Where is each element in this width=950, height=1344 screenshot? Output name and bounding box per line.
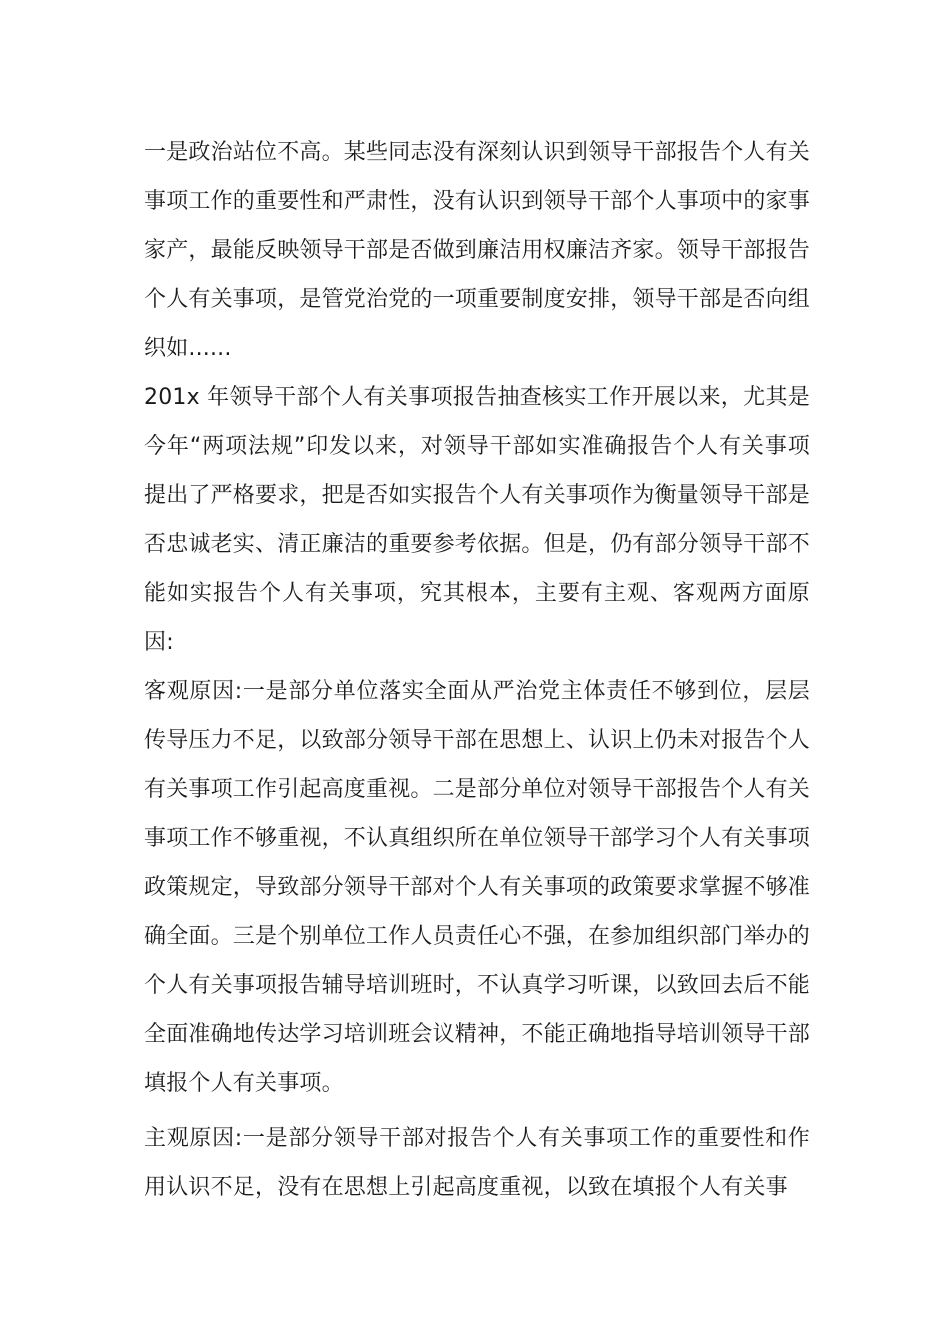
- paragraph-objective-reasons: 客观原因:一是部分单位落实全面从严治党主体责任不够到位，层层传导压力不足，以致部分领导干部在思想上、认识上仍未对报告个人有关事项工作引起高度重视。二是部分单位对领导干部报告个人有关事项工作不够重视，不认真组织所在单位领导干部学习个人有关事项政策规定，导致部分领导干部对个人有关事项的政策要求掌握不够准确全面。三是个别单位工作人员责任心不强，在参加组织部门举办的个人有关事项报告辅导培训班时，不认真学习听课，以致回去后不能全面准确地传达学习培训班会议精神，不能正确地指导培训领导干部填报个人有关事项。: [144, 679, 811, 1096]
- document-body: [144, 128, 810, 1212]
- paragraph-subjective-reasons: 主观原因:一是部分领导干部对报告个人有关事项工作的重要性和作用认识不足，没有在思想上引起高度重视，以致在填报个人有关事: [144, 1126, 810, 1200]
- paragraph-verification-work: 201x 年领导干部个人有关事项报告抽查核实工作开展以来，尤其是今年“两项法规”印发以来，对领导干部如实准确报告个人有关事项提出了严格要求，把是否如实报告个人有关事项作为衡量领导干部是否忠诚老实、清正廉洁的重要参考依据。但是，仍有部分领导干部不能如实报告个人有关事项，究其根本，主要有主观、客观两方面原因:: [144, 385, 811, 655]
- paragraph-political-stance: 一是政治站位不高。某些同志没有深刻认识到领导干部报告个人有关事项工作的重要性和严肃性，没有认识到领导干部个人事项中的家事家产，最能反映领导干部是否做到廉洁用权廉洁齐家。领导干部报告个人有关事项，是管党治党的一项重要制度安排，领导干部是否向组织如......: [144, 140, 811, 361]
